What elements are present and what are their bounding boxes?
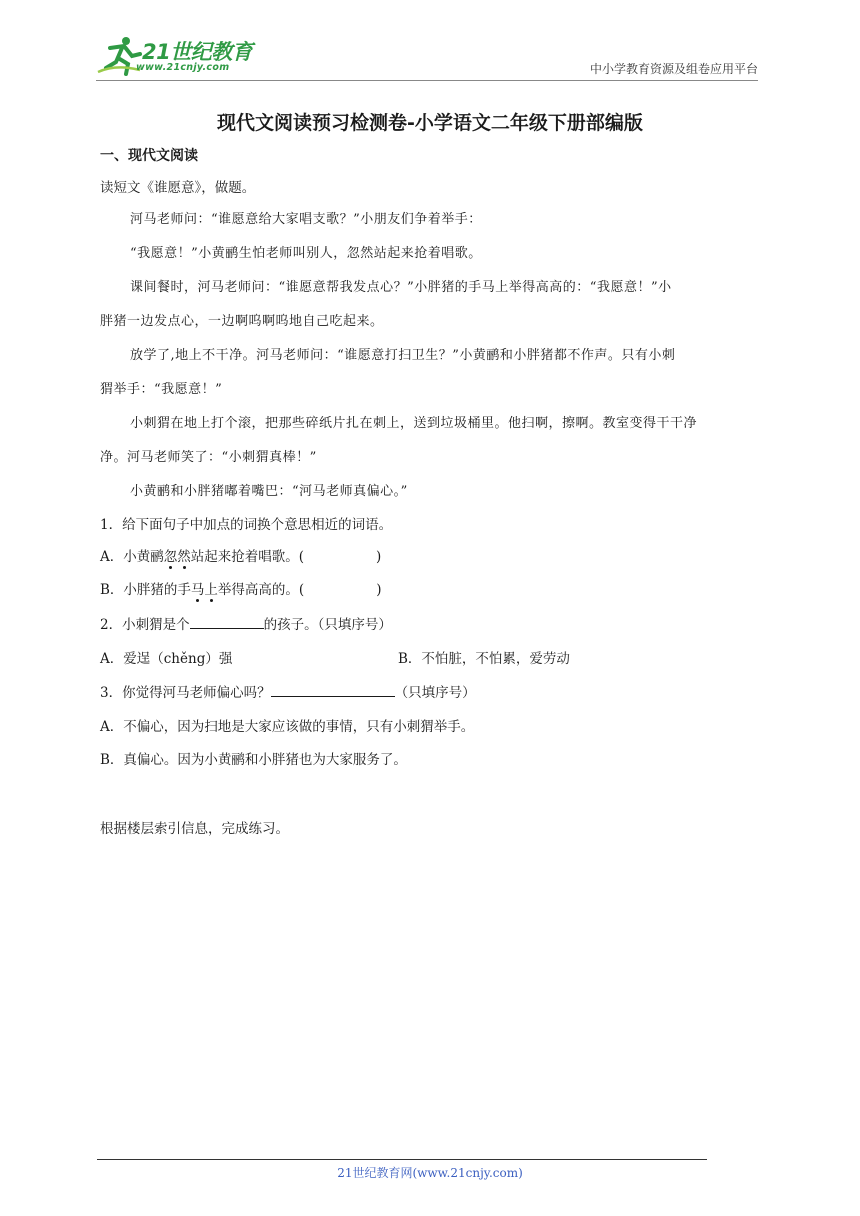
question-2-stem <box>100 613 392 633</box>
question-1-option-b <box>100 578 381 598</box>
option-text: 举得高高的。( <box>217 582 305 598</box>
stem-text: （只填序号） <box>394 685 476 701</box>
logo-url: www.21cnjy.com <box>136 62 230 73</box>
answer-blank[interactable] <box>271 682 395 697</box>
answer-blank[interactable] <box>190 614 264 629</box>
question-1-option-a <box>100 545 381 565</box>
question-3-option-b: B．真偏心。因为小黄鹂和小胖猪也为大家服务了。 <box>100 752 407 768</box>
page-header <box>96 30 758 80</box>
footer-text[interactable]: 21世纪教育网(www.21cnjy.com) <box>337 1166 523 1180</box>
logo-text: 21世纪教育 <box>142 40 253 64</box>
section-heading: 一、现代文阅读 <box>100 148 198 164</box>
dotted-char: 上 <box>204 582 218 598</box>
stem-text: 3．你觉得河马老师偏心吗？ <box>100 685 271 701</box>
passage-paragraph: 课间餐时，河马老师问：“谁愿意帮我发点心？”小胖猪的手马上举得高高的：“我愿意！”小 <box>130 280 672 295</box>
passage-paragraph: 河马老师问：“谁愿意给大家唱支歌？”小朋友们争着举手： <box>130 212 482 227</box>
question-3-stem <box>100 681 476 701</box>
stem-text: 的孩子。（只填序号） <box>263 617 392 633</box>
passage-paragraph: 放学了,地上不干净。河马老师问：“谁愿意打扫卫生？”小黄鹂和小胖猪都不作声。只有小刺 <box>130 348 676 363</box>
paren-close: ) <box>376 549 382 565</box>
passage-paragraph: 胖猪一边发点心，一边啊呜啊呜地自己吃起来。 <box>100 314 384 329</box>
footer-divider <box>97 1159 707 1160</box>
site-logo <box>96 34 266 78</box>
next-exercise-intro: 根据楼层索引信息，完成练习。 <box>100 821 289 837</box>
instruction-text: 读短文《谁愿意》，做题。 <box>100 180 256 196</box>
paren-close: ) <box>376 582 382 598</box>
header-divider <box>96 80 758 81</box>
option-text: 站起来抢着唱歌。( <box>190 549 305 565</box>
dotted-char: 马 <box>190 582 205 598</box>
stem-text: 2．小刺猬是个 <box>100 617 190 633</box>
question-3-option-a: A．不偏心，因为扫地是大家应该做的事情，只有小刺猬举手。 <box>100 719 475 735</box>
question-2-option-a: A．爱逞（chěng）强 <box>100 651 233 667</box>
question-1-stem: 1．给下面句子中加点的词换个意思相近的词语。 <box>100 517 393 533</box>
passage-paragraph: 小刺猬在地上打个滚，把那些碎纸片扎在刺上，送到垃圾桶里。他扫啊，擦啊。教室变得干干净 <box>130 416 698 431</box>
page-title: 现代文阅读预习检测卷-小学语文二年级下册部编版 <box>217 112 643 134</box>
passage-paragraph: “我愿意！”小黄鹂生怕老师叫别人，忽然站起来抢着唱歌。 <box>130 246 482 261</box>
dotted-char: 忽 <box>163 549 178 565</box>
question-2-option-b: B．不怕脏，不怕累，爱劳动 <box>398 651 570 667</box>
option-text: A．小黄鹂 <box>100 549 164 565</box>
option-text: B．小胖猪的手 <box>100 582 191 598</box>
passage-paragraph: 猬举手：“我愿意！” <box>100 382 223 397</box>
passage-paragraph: 小黄鹂和小胖猪嘟着嘴巴：“河马老师真偏心。” <box>130 484 408 499</box>
platform-name: 中小学教育资源及组卷应用平台 <box>589 62 758 76</box>
passage-paragraph: 净。河马老师笑了：“小刺猬真棒！” <box>100 450 317 465</box>
dotted-char: 然 <box>177 549 191 565</box>
